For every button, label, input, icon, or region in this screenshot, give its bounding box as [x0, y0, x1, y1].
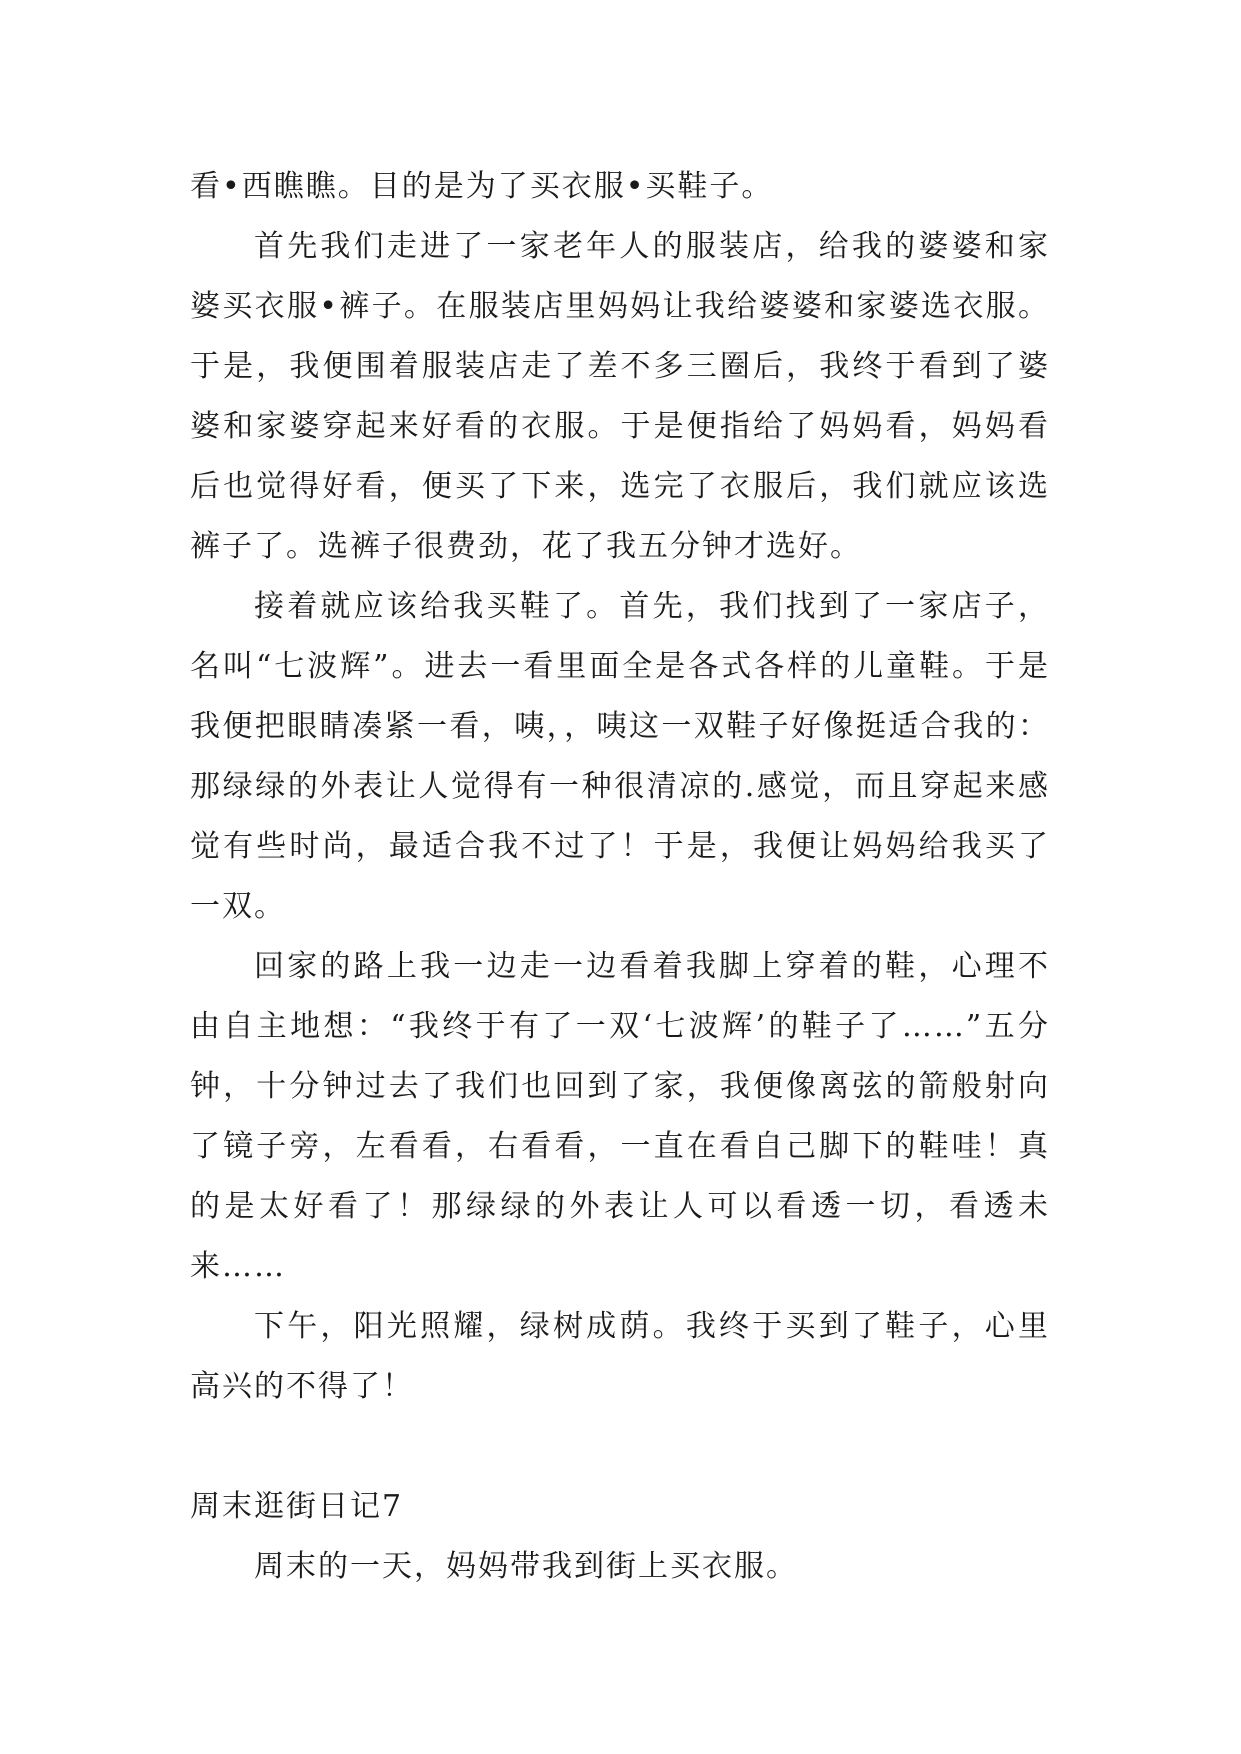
paragraph-shoe-store: 接着就应该给我买鞋了。首先，我们找到了一家店子，名叫“七波辉”。进去一看里面全是各式各样的儿童鞋。于是我便把眼睛凑紧一看，咦，，咦这一双鞋子好像挺适合我的：那绿绿的外表让人觉得有一种很清凉的.感觉，而且穿起来感觉有些时尚，最适合我不过了！于是，我便让妈妈给我买了一双。 [190, 589, 1050, 924]
section-title: 周末逛街日记7 [190, 1489, 404, 1524]
paragraph-afternoon: 下午，阳光照耀，绿树成荫。我终于买到了鞋子，心里高兴的不得了！ [190, 1309, 1050, 1404]
paragraph-section-intro: 周末的一天，妈妈带我到街上买衣服。 [254, 1549, 798, 1584]
document-body [190, 157, 1050, 1597]
paragraph-way-home: 回家的路上我一边走一边看着我脚上穿着的鞋，心理不由自主地想：“我终于有了一双‘七波辉’的鞋子了……”五分钟，十分钟过去了我们也回到了家，我便像离弦的箭般射向了镜子旁，左看看，右看看，一直在看自己脚下的鞋哇！真的是太好看了！那绿绿的外表让人可以看透一切，看透未来…… [190, 949, 1050, 1284]
paragraph-continuation: 看•西瞧瞧。目的是为了买衣服•买鞋子。 [190, 169, 774, 204]
paragraph-clothing-store: 首先我们走进了一家老年人的服装店，给我的婆婆和家婆买衣服•裤子。在服装店里妈妈让我给婆婆和家婆选衣服。于是，我便围着服装店走了差不多三圈后，我终于看到了婆婆和家婆穿起来好看的衣服。于是便指给了妈妈看，妈妈看后也觉得好看，便买了下来，选完了衣服后，我们就应该选裤子了。选裤子很费劲，花了我五分钟才选好。 [190, 229, 1050, 564]
section-spacer [190, 1417, 1050, 1477]
